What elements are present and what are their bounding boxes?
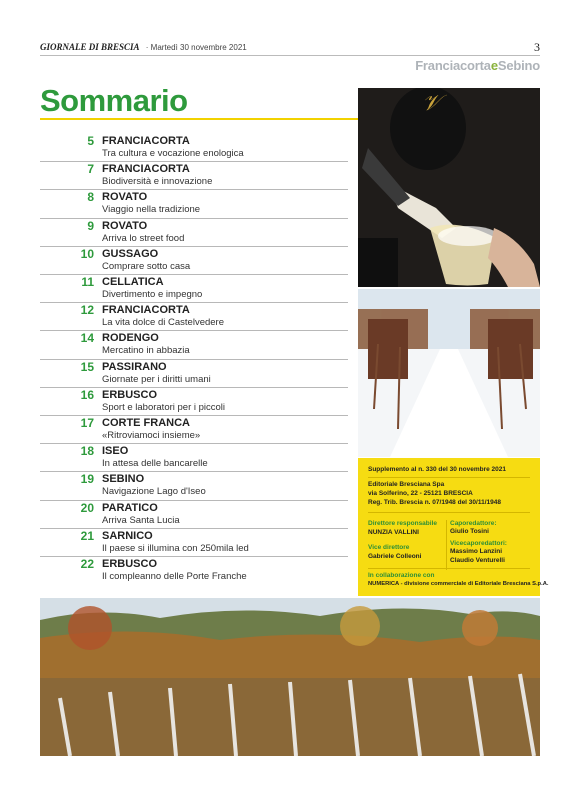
toc-subtitle: Il paese si illumina con 250mila led — [102, 542, 249, 554]
toc-heading: ROVATO — [102, 191, 148, 204]
toc-subtitle: Navigazione Lago d'Iseo — [102, 486, 206, 498]
collaboration-text: NUMERICA - divisione commerciale di Editoriale Bresciana S.p.A. — [368, 581, 549, 587]
vice-director-label: Vice direttore — [368, 544, 410, 551]
toc-entry — [40, 162, 348, 190]
autumn-vineyard-illustration — [40, 598, 540, 756]
toc-heading: CORTE FRANCA — [102, 417, 190, 429]
toc-page-number: 5 — [87, 134, 94, 148]
toc-heading: SEBINO — [102, 473, 145, 486]
brand-sebino: Sebino — [497, 58, 540, 73]
toc-page-number: 14 — [80, 331, 94, 346]
toc-page-number: 16 — [80, 387, 94, 402]
section-brand — [415, 58, 540, 73]
colophon-box — [358, 458, 549, 596]
colophon-separator — [368, 477, 530, 478]
toc-page-number: 10 — [80, 246, 94, 261]
toc-subtitle: Giornate per i diritti umani — [102, 373, 211, 385]
vice-director-name: Gabriele Colleoni — [368, 553, 422, 560]
toc-subtitle: Mercatino in abbazia — [102, 345, 190, 357]
toc-heading: PARATICO — [102, 501, 158, 514]
title-underline — [40, 118, 358, 120]
publisher-line: Editoriale Bresciana Spa — [368, 481, 445, 488]
chief-editor-name: Giulio Tosini — [450, 528, 489, 535]
toc-entry — [40, 416, 348, 444]
toc-heading: ERBUSCO — [102, 388, 158, 401]
page-header — [40, 42, 540, 54]
toc-subtitle: Arriva Santa Lucia — [102, 514, 180, 526]
collaboration-label: In collaborazione con — [368, 572, 435, 579]
toc-page-number: 21 — [80, 528, 94, 543]
photo-wine-pour — [358, 88, 540, 287]
toc-heading: ERBUSCO — [102, 558, 158, 570]
page-number: 3 — [534, 40, 540, 54]
registration-line: Reg. Trib. Brescia n. 07/1948 del 30/11/1948 — [368, 499, 501, 506]
toc-heading: FRANCIACORTA — [102, 304, 190, 317]
toc-heading: CELLATICA — [102, 276, 164, 288]
toc-heading: ROVATO — [102, 219, 148, 232]
toc-page-number: 9 — [87, 218, 94, 233]
photo-snowy-vineyard — [358, 289, 540, 457]
deputy-editor-name: Massimo Lanzini — [450, 548, 503, 555]
toc-page-number: 22 — [80, 557, 94, 571]
masthead: GIORNALE DI BRESCIA — [40, 42, 140, 52]
toc-heading: FRANCIACORTA — [102, 163, 190, 176]
toc-page-number: 11 — [81, 275, 94, 289]
supplement-line: Supplemento al n. 330 del 30 novembre 2021 — [368, 466, 506, 473]
toc-subtitle: Divertimento e impegno — [102, 289, 203, 300]
colophon-vertical-separator — [446, 520, 447, 570]
toc-entry — [40, 529, 348, 557]
svg-text:𝒱: 𝒱 — [422, 90, 441, 115]
toc-page-number: 8 — [87, 190, 94, 205]
toc-subtitle: La vita dolce di Castelvedere — [102, 317, 224, 329]
brand-franciacorta: Franciacorta — [415, 58, 491, 73]
toc-subtitle: Il compleanno delle Porte Franche — [102, 571, 247, 582]
page-title: Sommario — [40, 83, 188, 118]
header-rule — [40, 55, 540, 56]
photo-autumn-vineyard — [40, 598, 540, 756]
toc-subtitle: Sport e laboratori per i piccoli — [102, 401, 226, 413]
toc-page-number: 18 — [80, 444, 94, 459]
toc-entry — [40, 247, 348, 275]
deputy-editor-name: Claudio Venturelli — [450, 557, 505, 564]
toc-page-number: 17 — [80, 416, 94, 430]
toc-page-number: 7 — [87, 162, 94, 177]
colophon-separator — [368, 568, 530, 569]
wine-pour-illustration — [358, 88, 540, 287]
toc-entry — [40, 472, 348, 500]
toc-entry — [40, 444, 348, 472]
toc-subtitle: Comprare sotto casa — [102, 260, 191, 272]
toc-page-number: 15 — [80, 359, 94, 374]
toc-page-number: 12 — [80, 303, 94, 318]
toc-subtitle: «Ritroviamoci insieme» — [102, 430, 201, 441]
toc-heading: RODENGO — [102, 332, 159, 345]
toc-entry — [40, 501, 348, 529]
toc-subtitle: Tra cultura e vocazione enologica — [102, 148, 244, 159]
toc-heading: ISEO — [102, 445, 129, 458]
toc-entry — [40, 275, 348, 303]
brand-e: e — [490, 58, 498, 73]
toc-heading: FRANCIACORTA — [102, 135, 190, 147]
toc-entry — [40, 219, 348, 247]
toc-entry — [40, 388, 348, 416]
issue-date: · Martedì 30 novembre 2021 — [145, 43, 247, 52]
toc-entry — [40, 134, 348, 162]
toc-heading: PASSIRANO — [102, 360, 167, 373]
toc-heading: SARNICO — [102, 529, 153, 542]
colophon-separator — [368, 512, 530, 513]
snowy-vineyard-illustration — [358, 289, 540, 457]
toc-entry — [40, 557, 348, 585]
toc-subtitle: Biodiversità e innovazione — [102, 176, 213, 188]
toc-page-number: 20 — [80, 500, 94, 515]
toc-subtitle: Viaggio nella tradizione — [102, 204, 201, 216]
director-label: Direttore responsabile — [368, 520, 437, 527]
toc-page-number: 19 — [80, 472, 94, 487]
toc-entry — [40, 331, 348, 359]
toc-heading: GUSSAGO — [102, 247, 159, 260]
chief-editor-label: Caporedattore: — [450, 520, 497, 527]
deputy-editors-label: Vicecaporedattori: — [450, 540, 507, 547]
toc-subtitle: In attesa delle bancarelle — [102, 458, 208, 470]
toc-entry — [40, 190, 348, 218]
toc-entry — [40, 303, 348, 331]
toc-subtitle: Arriva lo street food — [102, 232, 185, 244]
toc-entry — [40, 360, 348, 388]
director-name: NUNZIA VALLINI — [368, 529, 419, 536]
address-line: via Solferino, 22 - 25121 BRESCIA — [368, 490, 473, 497]
